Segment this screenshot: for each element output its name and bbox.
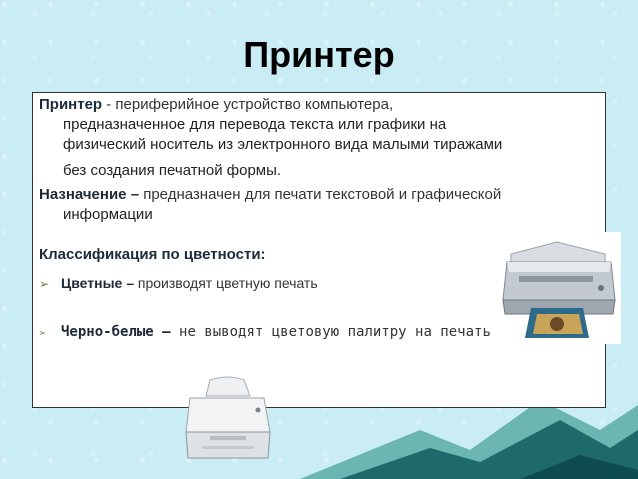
definition-paragraph: Принтер - периферийное устройство компьютера, [39, 96, 394, 113]
definition-line-3: физический носитель из электронного вида малыми тиражами [63, 136, 503, 153]
bw-printer-item: ➢ Черно-белые – не выводят цветовую палитру на печать [39, 322, 599, 343]
laser-printer-icon [180, 374, 276, 466]
color-term: Цветные [61, 275, 123, 291]
arrow-bullet-icon: ➢ [39, 326, 47, 340]
color-printer-item: ➢ Цветные – производят цветную печать [39, 273, 599, 294]
purpose-paragraph: Назначение – предназначен для печати текстовой и графической [39, 186, 502, 203]
arrow-bullet-icon: ➢ [39, 277, 50, 291]
slide-title: Принтер [243, 34, 395, 75]
inkjet-printer-icon [497, 232, 621, 344]
classification-heading: Классификация по цветности: [39, 246, 266, 263]
definition-term: Принтер [39, 96, 103, 113]
purpose-line-2: информации [63, 206, 153, 223]
bw-term: Черно-белые [61, 324, 154, 340]
definition-line-4: без создания печатной формы. [63, 162, 282, 179]
definition-line-2: предназначенное для перевода текста или графики на [63, 116, 447, 133]
purpose-term: Назначение [39, 186, 127, 203]
